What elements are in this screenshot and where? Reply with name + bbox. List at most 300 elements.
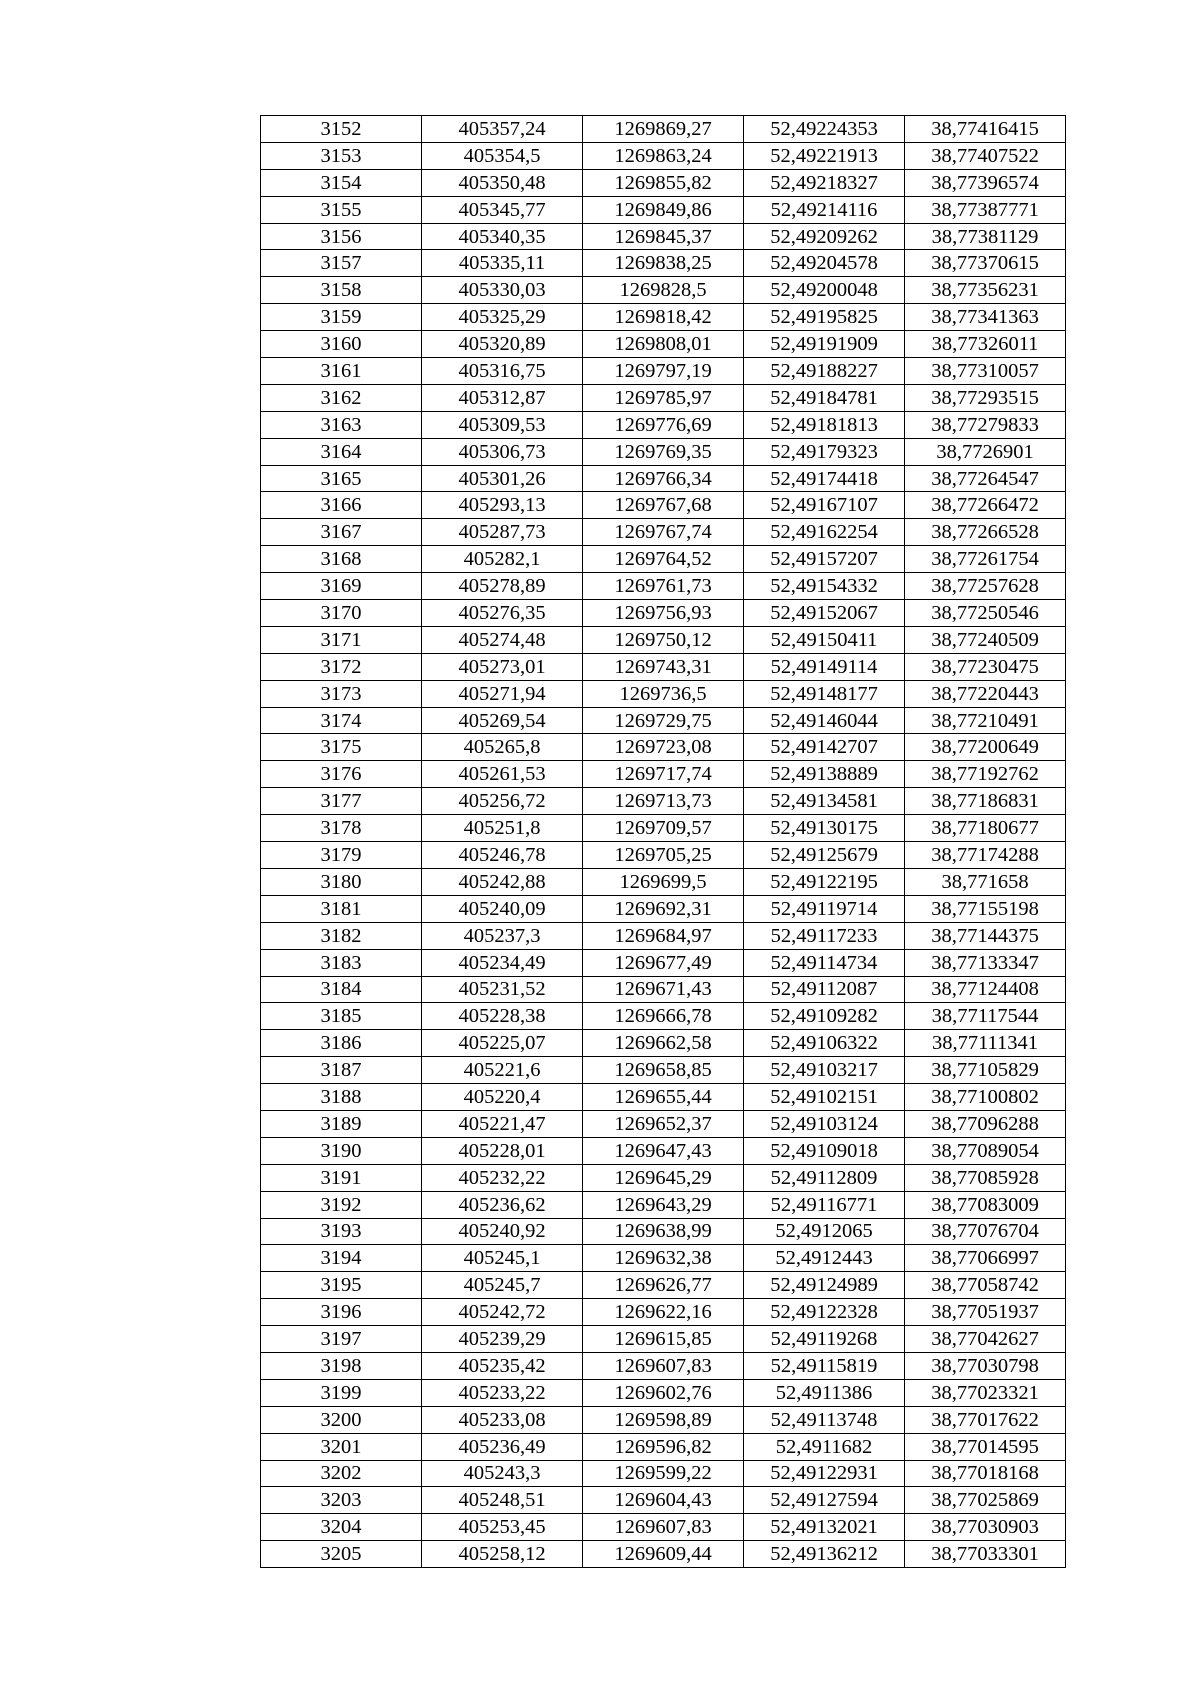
latitude-cell: 52,49103124 bbox=[744, 1110, 905, 1137]
table-row bbox=[261, 653, 1066, 680]
x-coordinate-cell: 405245,1 bbox=[422, 1245, 583, 1272]
y-coordinate-cell: 1269615,85 bbox=[583, 1326, 744, 1353]
y-coordinate-cell: 1269705,25 bbox=[583, 842, 744, 869]
longitude-cell: 38,77264547 bbox=[905, 465, 1066, 492]
y-coordinate-cell: 1269713,73 bbox=[583, 788, 744, 815]
table-row bbox=[261, 868, 1066, 895]
x-coordinate-cell: 405278,89 bbox=[422, 573, 583, 600]
x-coordinate-cell: 405251,8 bbox=[422, 815, 583, 842]
point-number-cell: 3179 bbox=[261, 842, 422, 869]
latitude-cell: 52,49103217 bbox=[744, 1057, 905, 1084]
table-row bbox=[261, 169, 1066, 196]
table-row bbox=[261, 1164, 1066, 1191]
y-coordinate-cell: 1269607,83 bbox=[583, 1514, 744, 1541]
longitude-cell: 38,77326011 bbox=[905, 331, 1066, 358]
latitude-cell: 52,49195825 bbox=[744, 304, 905, 331]
point-number-cell: 3183 bbox=[261, 949, 422, 976]
point-number-cell: 3173 bbox=[261, 680, 422, 707]
table-row bbox=[261, 492, 1066, 519]
y-coordinate-cell: 1269863,24 bbox=[583, 142, 744, 169]
latitude-cell: 52,49149114 bbox=[744, 653, 905, 680]
latitude-cell: 52,49132021 bbox=[744, 1514, 905, 1541]
y-coordinate-cell: 1269808,01 bbox=[583, 331, 744, 358]
latitude-cell: 52,49218327 bbox=[744, 169, 905, 196]
longitude-cell: 38,77192762 bbox=[905, 761, 1066, 788]
y-coordinate-cell: 1269684,97 bbox=[583, 922, 744, 949]
y-coordinate-cell: 1269699,5 bbox=[583, 868, 744, 895]
point-number-cell: 3189 bbox=[261, 1110, 422, 1137]
table-row bbox=[261, 922, 1066, 949]
y-coordinate-cell: 1269692,31 bbox=[583, 895, 744, 922]
longitude-cell: 38,77066997 bbox=[905, 1245, 1066, 1272]
longitude-cell: 38,77017622 bbox=[905, 1406, 1066, 1433]
y-coordinate-cell: 1269756,93 bbox=[583, 600, 744, 627]
x-coordinate-cell: 405320,89 bbox=[422, 331, 583, 358]
latitude-cell: 52,49142707 bbox=[744, 734, 905, 761]
y-coordinate-cell: 1269671,43 bbox=[583, 976, 744, 1003]
x-coordinate-cell: 405354,5 bbox=[422, 142, 583, 169]
x-coordinate-cell: 405228,38 bbox=[422, 1003, 583, 1030]
longitude-cell: 38,77407522 bbox=[905, 142, 1066, 169]
y-coordinate-cell: 1269609,44 bbox=[583, 1541, 744, 1568]
table-row bbox=[261, 465, 1066, 492]
x-coordinate-cell: 405273,01 bbox=[422, 653, 583, 680]
table-row bbox=[261, 1460, 1066, 1487]
latitude-cell: 52,49122195 bbox=[744, 868, 905, 895]
x-coordinate-cell: 405306,73 bbox=[422, 438, 583, 465]
table-row bbox=[261, 546, 1066, 573]
longitude-cell: 38,77023321 bbox=[905, 1379, 1066, 1406]
y-coordinate-cell: 1269767,74 bbox=[583, 519, 744, 546]
table-row bbox=[261, 573, 1066, 600]
longitude-cell: 38,77117544 bbox=[905, 1003, 1066, 1030]
table-row bbox=[261, 277, 1066, 304]
y-coordinate-cell: 1269729,75 bbox=[583, 707, 744, 734]
latitude-cell: 52,49204578 bbox=[744, 250, 905, 277]
longitude-cell: 38,77257628 bbox=[905, 573, 1066, 600]
x-coordinate-cell: 405240,92 bbox=[422, 1218, 583, 1245]
table-row bbox=[261, 842, 1066, 869]
longitude-cell: 38,77174288 bbox=[905, 842, 1066, 869]
point-number-cell: 3203 bbox=[261, 1487, 422, 1514]
longitude-cell: 38,77387771 bbox=[905, 196, 1066, 223]
longitude-cell: 38,77083009 bbox=[905, 1191, 1066, 1218]
y-coordinate-cell: 1269767,68 bbox=[583, 492, 744, 519]
latitude-cell: 52,49200048 bbox=[744, 277, 905, 304]
y-coordinate-cell: 1269652,37 bbox=[583, 1110, 744, 1137]
table-row bbox=[261, 384, 1066, 411]
x-coordinate-cell: 405242,72 bbox=[422, 1299, 583, 1326]
x-coordinate-cell: 405276,35 bbox=[422, 600, 583, 627]
longitude-cell: 38,77186831 bbox=[905, 788, 1066, 815]
point-number-cell: 3204 bbox=[261, 1514, 422, 1541]
point-number-cell: 3162 bbox=[261, 384, 422, 411]
longitude-cell: 38,77030903 bbox=[905, 1514, 1066, 1541]
longitude-cell: 38,77076704 bbox=[905, 1218, 1066, 1245]
point-number-cell: 3156 bbox=[261, 223, 422, 250]
x-coordinate-cell: 405231,52 bbox=[422, 976, 583, 1003]
y-coordinate-cell: 1269655,44 bbox=[583, 1084, 744, 1111]
longitude-cell: 38,77200649 bbox=[905, 734, 1066, 761]
x-coordinate-cell: 405253,45 bbox=[422, 1514, 583, 1541]
x-coordinate-cell: 405316,75 bbox=[422, 358, 583, 385]
point-number-cell: 3198 bbox=[261, 1352, 422, 1379]
longitude-cell: 38,77144375 bbox=[905, 922, 1066, 949]
latitude-cell: 52,49150411 bbox=[744, 626, 905, 653]
x-coordinate-cell: 405235,42 bbox=[422, 1352, 583, 1379]
x-coordinate-cell: 405225,07 bbox=[422, 1030, 583, 1057]
y-coordinate-cell: 1269818,42 bbox=[583, 304, 744, 331]
latitude-cell: 52,49148177 bbox=[744, 680, 905, 707]
table-row bbox=[261, 519, 1066, 546]
longitude-cell: 38,77210491 bbox=[905, 707, 1066, 734]
y-coordinate-cell: 1269750,12 bbox=[583, 626, 744, 653]
table-row bbox=[261, 815, 1066, 842]
x-coordinate-cell: 405330,03 bbox=[422, 277, 583, 304]
longitude-cell: 38,77155198 bbox=[905, 895, 1066, 922]
point-number-cell: 3170 bbox=[261, 600, 422, 627]
table-row bbox=[261, 1299, 1066, 1326]
point-number-cell: 3152 bbox=[261, 116, 422, 143]
longitude-cell: 38,77220443 bbox=[905, 680, 1066, 707]
longitude-cell: 38,77030798 bbox=[905, 1352, 1066, 1379]
latitude-cell: 52,49188227 bbox=[744, 358, 905, 385]
point-number-cell: 3177 bbox=[261, 788, 422, 815]
y-coordinate-cell: 1269743,31 bbox=[583, 653, 744, 680]
table-row bbox=[261, 1245, 1066, 1272]
longitude-cell: 38,77293515 bbox=[905, 384, 1066, 411]
point-number-cell: 3191 bbox=[261, 1164, 422, 1191]
x-coordinate-cell: 405274,48 bbox=[422, 626, 583, 653]
x-coordinate-cell: 405301,26 bbox=[422, 465, 583, 492]
table-row bbox=[261, 1057, 1066, 1084]
y-coordinate-cell: 1269849,86 bbox=[583, 196, 744, 223]
point-number-cell: 3163 bbox=[261, 411, 422, 438]
x-coordinate-cell: 405242,88 bbox=[422, 868, 583, 895]
table-row bbox=[261, 1137, 1066, 1164]
latitude-cell: 52,49181813 bbox=[744, 411, 905, 438]
latitude-cell: 52,4912065 bbox=[744, 1218, 905, 1245]
latitude-cell: 52,49179323 bbox=[744, 438, 905, 465]
latitude-cell: 52,49122931 bbox=[744, 1460, 905, 1487]
point-number-cell: 3180 bbox=[261, 868, 422, 895]
latitude-cell: 52,49157207 bbox=[744, 546, 905, 573]
y-coordinate-cell: 1269677,49 bbox=[583, 949, 744, 976]
x-coordinate-cell: 405246,78 bbox=[422, 842, 583, 869]
table-row bbox=[261, 1110, 1066, 1137]
point-number-cell: 3184 bbox=[261, 976, 422, 1003]
table-row bbox=[261, 1191, 1066, 1218]
y-coordinate-cell: 1269643,29 bbox=[583, 1191, 744, 1218]
point-number-cell: 3159 bbox=[261, 304, 422, 331]
longitude-cell: 38,77356231 bbox=[905, 277, 1066, 304]
table-row bbox=[261, 1003, 1066, 1030]
x-coordinate-cell: 405243,3 bbox=[422, 1460, 583, 1487]
table-row bbox=[261, 1352, 1066, 1379]
point-number-cell: 3202 bbox=[261, 1460, 422, 1487]
x-coordinate-cell: 405340,35 bbox=[422, 223, 583, 250]
point-number-cell: 3165 bbox=[261, 465, 422, 492]
x-coordinate-cell: 405312,87 bbox=[422, 384, 583, 411]
longitude-cell: 38,77085928 bbox=[905, 1164, 1066, 1191]
y-coordinate-cell: 1269723,08 bbox=[583, 734, 744, 761]
longitude-cell: 38,77261754 bbox=[905, 546, 1066, 573]
x-coordinate-cell: 405233,22 bbox=[422, 1379, 583, 1406]
table-row bbox=[261, 600, 1066, 627]
y-coordinate-cell: 1269662,58 bbox=[583, 1030, 744, 1057]
y-coordinate-cell: 1269596,82 bbox=[583, 1433, 744, 1460]
y-coordinate-cell: 1269645,29 bbox=[583, 1164, 744, 1191]
x-coordinate-cell: 405236,62 bbox=[422, 1191, 583, 1218]
point-number-cell: 3164 bbox=[261, 438, 422, 465]
x-coordinate-cell: 405233,08 bbox=[422, 1406, 583, 1433]
latitude-cell: 52,49191909 bbox=[744, 331, 905, 358]
y-coordinate-cell: 1269736,5 bbox=[583, 680, 744, 707]
latitude-cell: 52,49221913 bbox=[744, 142, 905, 169]
point-number-cell: 3174 bbox=[261, 707, 422, 734]
latitude-cell: 52,49184781 bbox=[744, 384, 905, 411]
longitude-cell: 38,77105829 bbox=[905, 1057, 1066, 1084]
x-coordinate-cell: 405234,49 bbox=[422, 949, 583, 976]
table-row bbox=[261, 1379, 1066, 1406]
y-coordinate-cell: 1269647,43 bbox=[583, 1137, 744, 1164]
point-number-cell: 3194 bbox=[261, 1245, 422, 1272]
longitude-cell: 38,77240509 bbox=[905, 626, 1066, 653]
y-coordinate-cell: 1269855,82 bbox=[583, 169, 744, 196]
longitude-cell: 38,77180677 bbox=[905, 815, 1066, 842]
latitude-cell: 52,49119714 bbox=[744, 895, 905, 922]
point-number-cell: 3160 bbox=[261, 331, 422, 358]
longitude-cell: 38,77230475 bbox=[905, 653, 1066, 680]
y-coordinate-cell: 1269599,22 bbox=[583, 1460, 744, 1487]
y-coordinate-cell: 1269769,35 bbox=[583, 438, 744, 465]
longitude-cell: 38,77033301 bbox=[905, 1541, 1066, 1568]
x-coordinate-cell: 405350,48 bbox=[422, 169, 583, 196]
table-row bbox=[261, 1406, 1066, 1433]
latitude-cell: 52,49125679 bbox=[744, 842, 905, 869]
latitude-cell: 52,49122328 bbox=[744, 1299, 905, 1326]
point-number-cell: 3186 bbox=[261, 1030, 422, 1057]
latitude-cell: 52,49146044 bbox=[744, 707, 905, 734]
table-row bbox=[261, 626, 1066, 653]
table-row bbox=[261, 1326, 1066, 1353]
latitude-cell: 52,49115819 bbox=[744, 1352, 905, 1379]
latitude-cell: 52,49224353 bbox=[744, 116, 905, 143]
latitude-cell: 52,49138889 bbox=[744, 761, 905, 788]
latitude-cell: 52,49114734 bbox=[744, 949, 905, 976]
table-row bbox=[261, 1272, 1066, 1299]
point-number-cell: 3178 bbox=[261, 815, 422, 842]
y-coordinate-cell: 1269869,27 bbox=[583, 116, 744, 143]
point-number-cell: 3175 bbox=[261, 734, 422, 761]
longitude-cell: 38,77416415 bbox=[905, 116, 1066, 143]
point-number-cell: 3155 bbox=[261, 196, 422, 223]
table-row bbox=[261, 949, 1066, 976]
longitude-cell: 38,77014595 bbox=[905, 1433, 1066, 1460]
point-number-cell: 3201 bbox=[261, 1433, 422, 1460]
table-row bbox=[261, 1433, 1066, 1460]
y-coordinate-cell: 1269658,85 bbox=[583, 1057, 744, 1084]
x-coordinate-cell: 405236,49 bbox=[422, 1433, 583, 1460]
table-row bbox=[261, 116, 1066, 143]
latitude-cell: 52,49209262 bbox=[744, 223, 905, 250]
x-coordinate-cell: 405221,47 bbox=[422, 1110, 583, 1137]
x-coordinate-cell: 405221,6 bbox=[422, 1057, 583, 1084]
point-number-cell: 3193 bbox=[261, 1218, 422, 1245]
point-number-cell: 3171 bbox=[261, 626, 422, 653]
longitude-cell: 38,77266472 bbox=[905, 492, 1066, 519]
latitude-cell: 52,49154332 bbox=[744, 573, 905, 600]
latitude-cell: 52,4911682 bbox=[744, 1433, 905, 1460]
latitude-cell: 52,49116771 bbox=[744, 1191, 905, 1218]
x-coordinate-cell: 405228,01 bbox=[422, 1137, 583, 1164]
table-row bbox=[261, 707, 1066, 734]
longitude-cell: 38,77250546 bbox=[905, 600, 1066, 627]
point-number-cell: 3161 bbox=[261, 358, 422, 385]
table-row bbox=[261, 734, 1066, 761]
table-row bbox=[261, 223, 1066, 250]
latitude-cell: 52,49109282 bbox=[744, 1003, 905, 1030]
longitude-cell: 38,77089054 bbox=[905, 1137, 1066, 1164]
x-coordinate-cell: 405245,7 bbox=[422, 1272, 583, 1299]
table-row bbox=[261, 411, 1066, 438]
table-row bbox=[261, 976, 1066, 1003]
x-coordinate-cell: 405293,13 bbox=[422, 492, 583, 519]
y-coordinate-cell: 1269632,38 bbox=[583, 1245, 744, 1272]
latitude-cell: 52,49102151 bbox=[744, 1084, 905, 1111]
point-number-cell: 3187 bbox=[261, 1057, 422, 1084]
y-coordinate-cell: 1269838,25 bbox=[583, 250, 744, 277]
point-number-cell: 3192 bbox=[261, 1191, 422, 1218]
table-row bbox=[261, 250, 1066, 277]
x-coordinate-cell: 405282,1 bbox=[422, 546, 583, 573]
longitude-cell: 38,771658 bbox=[905, 868, 1066, 895]
table-row bbox=[261, 1514, 1066, 1541]
latitude-cell: 52,49214116 bbox=[744, 196, 905, 223]
longitude-cell: 38,77133347 bbox=[905, 949, 1066, 976]
longitude-cell: 38,77266528 bbox=[905, 519, 1066, 546]
longitude-cell: 38,77100802 bbox=[905, 1084, 1066, 1111]
y-coordinate-cell: 1269709,57 bbox=[583, 815, 744, 842]
table-row bbox=[261, 680, 1066, 707]
point-number-cell: 3169 bbox=[261, 573, 422, 600]
y-coordinate-cell: 1269764,52 bbox=[583, 546, 744, 573]
latitude-cell: 52,49136212 bbox=[744, 1541, 905, 1568]
coordinates-table bbox=[260, 115, 1066, 1568]
x-coordinate-cell: 405345,77 bbox=[422, 196, 583, 223]
point-number-cell: 3172 bbox=[261, 653, 422, 680]
table-row bbox=[261, 1084, 1066, 1111]
x-coordinate-cell: 405240,09 bbox=[422, 895, 583, 922]
x-coordinate-cell: 405256,72 bbox=[422, 788, 583, 815]
x-coordinate-cell: 405265,8 bbox=[422, 734, 583, 761]
y-coordinate-cell: 1269776,69 bbox=[583, 411, 744, 438]
point-number-cell: 3197 bbox=[261, 1326, 422, 1353]
latitude-cell: 52,49167107 bbox=[744, 492, 905, 519]
point-number-cell: 3158 bbox=[261, 277, 422, 304]
point-number-cell: 3199 bbox=[261, 1379, 422, 1406]
x-coordinate-cell: 405239,29 bbox=[422, 1326, 583, 1353]
table-row bbox=[261, 761, 1066, 788]
table-row bbox=[261, 1030, 1066, 1057]
table-row bbox=[261, 788, 1066, 815]
longitude-cell: 38,77042627 bbox=[905, 1326, 1066, 1353]
longitude-cell: 38,77341363 bbox=[905, 304, 1066, 331]
longitude-cell: 38,77096288 bbox=[905, 1110, 1066, 1137]
latitude-cell: 52,49174418 bbox=[744, 465, 905, 492]
point-number-cell: 3196 bbox=[261, 1299, 422, 1326]
latitude-cell: 52,4912443 bbox=[744, 1245, 905, 1272]
y-coordinate-cell: 1269638,99 bbox=[583, 1218, 744, 1245]
point-number-cell: 3182 bbox=[261, 922, 422, 949]
point-number-cell: 3176 bbox=[261, 761, 422, 788]
x-coordinate-cell: 405269,54 bbox=[422, 707, 583, 734]
y-coordinate-cell: 1269607,83 bbox=[583, 1352, 744, 1379]
table-row bbox=[261, 358, 1066, 385]
y-coordinate-cell: 1269761,73 bbox=[583, 573, 744, 600]
table-row bbox=[261, 895, 1066, 922]
x-coordinate-cell: 405237,3 bbox=[422, 922, 583, 949]
table-row bbox=[261, 331, 1066, 358]
longitude-cell: 38,77124408 bbox=[905, 976, 1066, 1003]
coordinates-table-body bbox=[261, 116, 1066, 1568]
latitude-cell: 52,49124989 bbox=[744, 1272, 905, 1299]
x-coordinate-cell: 405335,11 bbox=[422, 250, 583, 277]
y-coordinate-cell: 1269785,97 bbox=[583, 384, 744, 411]
x-coordinate-cell: 405258,12 bbox=[422, 1541, 583, 1568]
x-coordinate-cell: 405309,53 bbox=[422, 411, 583, 438]
longitude-cell: 38,77279833 bbox=[905, 411, 1066, 438]
point-number-cell: 3205 bbox=[261, 1541, 422, 1568]
y-coordinate-cell: 1269766,34 bbox=[583, 465, 744, 492]
y-coordinate-cell: 1269797,19 bbox=[583, 358, 744, 385]
table-row bbox=[261, 304, 1066, 331]
table-row bbox=[261, 1218, 1066, 1245]
table-row bbox=[261, 142, 1066, 169]
table-row bbox=[261, 438, 1066, 465]
y-coordinate-cell: 1269845,37 bbox=[583, 223, 744, 250]
y-coordinate-cell: 1269598,89 bbox=[583, 1406, 744, 1433]
point-number-cell: 3153 bbox=[261, 142, 422, 169]
latitude-cell: 52,49112087 bbox=[744, 976, 905, 1003]
longitude-cell: 38,77310057 bbox=[905, 358, 1066, 385]
point-number-cell: 3195 bbox=[261, 1272, 422, 1299]
latitude-cell: 52,49112809 bbox=[744, 1164, 905, 1191]
point-number-cell: 3188 bbox=[261, 1084, 422, 1111]
point-number-cell: 3185 bbox=[261, 1003, 422, 1030]
x-coordinate-cell: 405271,94 bbox=[422, 680, 583, 707]
longitude-cell: 38,77381129 bbox=[905, 223, 1066, 250]
latitude-cell: 52,49162254 bbox=[744, 519, 905, 546]
longitude-cell: 38,77051937 bbox=[905, 1299, 1066, 1326]
longitude-cell: 38,77025869 bbox=[905, 1487, 1066, 1514]
y-coordinate-cell: 1269717,74 bbox=[583, 761, 744, 788]
longitude-cell: 38,77370615 bbox=[905, 250, 1066, 277]
point-number-cell: 3200 bbox=[261, 1406, 422, 1433]
latitude-cell: 52,49130175 bbox=[744, 815, 905, 842]
latitude-cell: 52,49127594 bbox=[744, 1487, 905, 1514]
table-row bbox=[261, 196, 1066, 223]
table-row bbox=[261, 1487, 1066, 1514]
latitude-cell: 52,49134581 bbox=[744, 788, 905, 815]
point-number-cell: 3190 bbox=[261, 1137, 422, 1164]
x-coordinate-cell: 405357,24 bbox=[422, 116, 583, 143]
point-number-cell: 3157 bbox=[261, 250, 422, 277]
latitude-cell: 52,49117233 bbox=[744, 922, 905, 949]
x-coordinate-cell: 405325,29 bbox=[422, 304, 583, 331]
table-row bbox=[261, 1541, 1066, 1568]
latitude-cell: 52,49113748 bbox=[744, 1406, 905, 1433]
